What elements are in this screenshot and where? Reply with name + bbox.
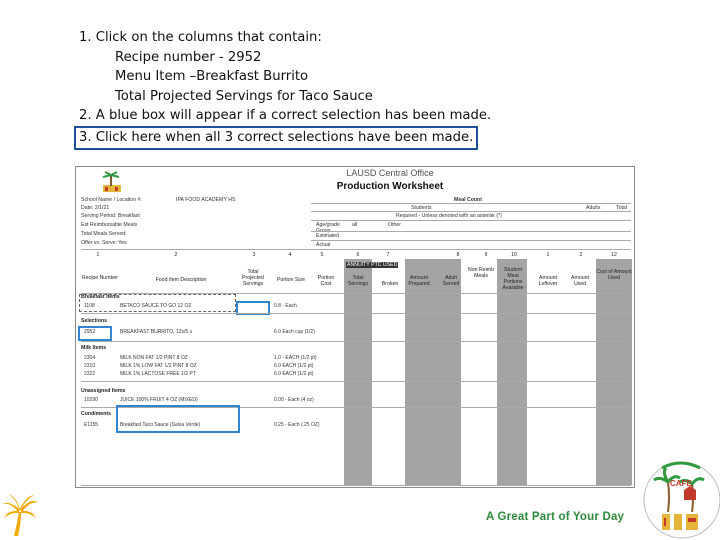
worksheet-title: Production Worksheet <box>336 181 444 192</box>
food-item-cell[interactable]: BETACO SAUCE TO GO 12 OZ <box>120 303 192 309</box>
cafe-logo-text: CAFE <box>670 479 692 488</box>
offer-vs-serve-label: Offer vs. Serve: Yes <box>81 240 127 246</box>
meal-count-label: Meal Count <box>454 197 482 203</box>
section-title: Selections <box>81 318 107 324</box>
column-number: 1 <box>546 252 550 258</box>
instruction-menu-item: Menu Item –Breakfast Burrito <box>115 69 309 85</box>
selection-box-recipe-number[interactable] <box>78 326 112 341</box>
column-number: 1 <box>96 252 100 258</box>
age-grade-label: Age/grade <box>316 222 340 228</box>
school-name-label: School Name / Location #: <box>81 197 142 203</box>
column-number: 6 <box>356 252 360 258</box>
divider <box>311 211 631 212</box>
col-header-amount-prepared: Amount Prepared <box>408 275 430 287</box>
portion-size-cell: 0.8 - Each <box>274 303 297 309</box>
recipe-number-cell[interactable]: 1108 <box>84 303 95 309</box>
column-number: 4 <box>288 252 292 258</box>
portion-size-cell: 6.0 EACH (1/2 pt) <box>274 371 314 377</box>
col-header-food-item: Food Item Description <box>155 277 207 283</box>
dashed-outline <box>79 294 236 312</box>
column-number: 2 <box>579 252 583 258</box>
col-header-portion-cost: Portion Cost <box>317 275 335 287</box>
col-header-portion-size: Portion Size <box>277 277 305 283</box>
divider <box>311 231 631 232</box>
column-number: 12 <box>611 252 617 258</box>
portion-size-cell: 6.0 EACH (1/2 pt) <box>274 363 314 369</box>
required-label: Required - Unless denoted with an asterisk (*) <box>396 213 502 219</box>
instructions-panel <box>79 28 549 150</box>
column-number: 2 <box>174 252 178 258</box>
selections-done-button[interactable]: 3. Click here when all 3 correct selections have been made. <box>74 126 478 150</box>
adults-label: Adults <box>586 205 601 211</box>
divider <box>311 220 631 221</box>
serving-period-label: Serving Period: Breakfast <box>81 213 140 219</box>
col-header-broken: Broken <box>381 281 399 287</box>
divider <box>81 381 631 382</box>
selection-box-menu-item[interactable] <box>116 405 240 433</box>
estimated-label: Estimated <box>316 233 340 239</box>
divider <box>81 249 631 250</box>
cafe-logo-icon <box>640 456 720 540</box>
food-item-cell[interactable]: MILK 1% LOW FAT 1/2 PINT 8 OZ <box>120 363 197 369</box>
col-header-projected-servings: Total Projected Servings <box>242 269 264 287</box>
column-number: 10 <box>511 252 517 258</box>
divider <box>81 485 631 486</box>
col-header-student-meal: Student Meal Portions Available <box>502 267 524 291</box>
recipe-number-cell[interactable]: 2310 <box>84 363 96 369</box>
reimbursable-label: Est Reimbursable Meals <box>81 222 138 228</box>
food-item-cell[interactable]: BREAKFAST BURRITO, 12s/5 s <box>120 329 193 335</box>
section-title: Breakfast Items <box>81 294 120 300</box>
food-item-cell[interactable]: Breakfast Taco Sauce (Salsa Verde) <box>120 422 201 428</box>
portion-size-cell: 1.0 - EACH (1/2 pt) <box>274 355 317 361</box>
instruction-step-1: 1. Click on the columns that contain: <box>79 30 322 45</box>
col-header-non-reimb: Non Reimb Meals <box>468 267 494 279</box>
column-number: 5 <box>320 252 324 258</box>
students-label: Students <box>411 205 432 211</box>
instruction-recipe-number: Recipe number - 2952 <box>115 49 262 65</box>
school-name-value: IPA FOOD ACADEMY HS <box>176 197 236 203</box>
portion-size-cell: 6.0 Each cup (1/2) <box>274 329 315 335</box>
recipe-number-cell[interactable]: 10290 <box>84 397 98 403</box>
divider <box>311 203 631 204</box>
portion-size-cell: 0.25 - Each (.25 OZ) <box>274 422 320 428</box>
column-number: 9 <box>484 252 488 258</box>
food-item-cell[interactable]: JUICE 100% FRUIT 4 OZ (MIXED) <box>120 397 198 403</box>
col-header-amount-leftover: Amount Leftover <box>538 275 558 287</box>
total-meals-label: Total Meals Served: <box>81 231 127 237</box>
palm-tree-icon <box>2 494 38 538</box>
recipe-number-cell[interactable]: 2304 <box>84 355 96 361</box>
divider <box>81 341 631 342</box>
divider <box>81 313 631 314</box>
column-number: 3 <box>252 252 256 258</box>
col-header-amount-used: Amount Used <box>571 275 589 287</box>
col-header-recipe-number: Recipe Number <box>81 275 119 281</box>
col-header-total-servings: Total Servings <box>347 275 369 287</box>
recipe-number-cell[interactable]: 2952 <box>84 329 96 335</box>
recipe-number-cell[interactable]: 2322 <box>84 371 96 377</box>
worksheet-org: LAUSD Central Office <box>346 168 434 178</box>
food-item-cell[interactable]: MILK NON FAT 1/2 PINT 8 OZ <box>120 355 188 361</box>
instruction-step-2: 2. A blue box will appear if a correct selection has been made. <box>79 108 492 124</box>
column-number: 8 <box>456 252 460 258</box>
date-label: Date: 2/1/21 <box>81 205 110 211</box>
production-worksheet <box>75 166 635 488</box>
section-title: Condiments <box>81 411 111 417</box>
total-label: Total <box>616 205 627 211</box>
section-title: Milk Items <box>81 345 107 351</box>
stamp-label: ANNUITY PTC USED <box>347 262 398 268</box>
footer-tagline: A Great Part of Your Day <box>486 511 625 523</box>
food-item-cell[interactable]: MILK 1% LACTOSE FREE 1/2 PT <box>120 371 196 377</box>
all-label: all <box>352 222 358 228</box>
divider <box>311 240 631 241</box>
column-number: 7 <box>386 252 390 258</box>
col-header-cost-used: Cost of Amount Used <box>596 269 632 281</box>
other-label: Other <box>388 222 401 228</box>
section-title: Unassigned Items <box>81 388 126 394</box>
actual-label: Actual <box>316 242 331 248</box>
portion-size-cell: 0.00 - Each (4 oz) <box>274 397 314 403</box>
instruction-projected-servings: Total Projected Servings for Taco Sauce <box>115 88 373 104</box>
col-header-adult-served: Adult Served <box>442 275 460 287</box>
recipe-number-cell[interactable]: E1155 <box>84 422 99 428</box>
group-label: Group <box>316 228 331 234</box>
